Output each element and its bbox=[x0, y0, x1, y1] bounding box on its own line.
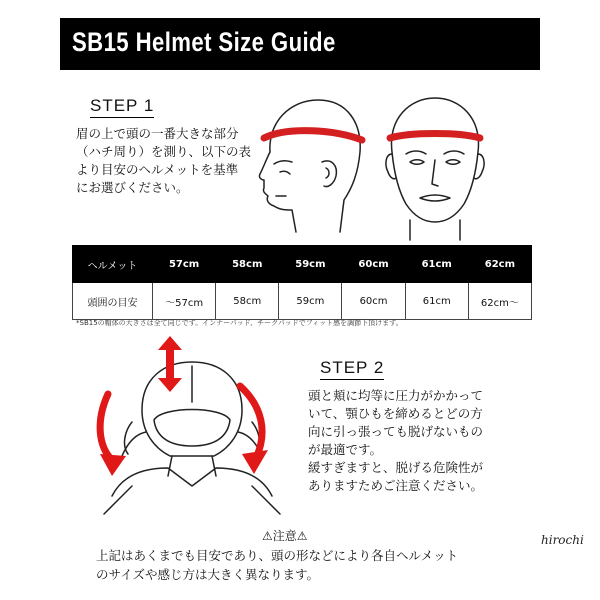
table-cell: 頭囲の目安 bbox=[73, 283, 153, 320]
table-row bbox=[73, 283, 532, 320]
table-header-cell: ヘルメット bbox=[73, 246, 153, 283]
left-arrow-head bbox=[100, 454, 126, 476]
table-header-cell: 62cm bbox=[468, 246, 531, 283]
step2-line: が最適です。 bbox=[308, 442, 383, 457]
caution-heading: ⚠注意⚠ bbox=[262, 529, 308, 543]
head-side-illustration bbox=[240, 92, 370, 242]
helmet-fitting-illustration bbox=[92, 336, 292, 516]
table-header-cell: 61cm bbox=[405, 246, 468, 283]
table-header-row bbox=[73, 246, 532, 283]
left-squeeze-arrow bbox=[100, 394, 112, 460]
caution-text bbox=[96, 546, 458, 584]
table-cell: 59cm bbox=[279, 283, 342, 320]
table-cell: 60cm bbox=[342, 283, 405, 320]
step1-instructions bbox=[76, 125, 251, 197]
watermark: hirochi bbox=[541, 533, 584, 547]
step1-line: 眉の上で頭の一番大きな部分 bbox=[76, 126, 239, 141]
table-header-cell: 59cm bbox=[279, 246, 342, 283]
table-header-cell: 57cm bbox=[153, 246, 216, 283]
right-arrow-head bbox=[242, 450, 268, 474]
step2-line: 緩すぎますと、脱げる危険性が bbox=[308, 460, 484, 475]
step2-line: 頭と頬に均等に圧力がかかって bbox=[308, 388, 484, 403]
measure-band-side bbox=[264, 131, 362, 140]
table-cell: 61cm bbox=[405, 283, 468, 320]
head-front-illustration bbox=[380, 92, 490, 242]
caution-line: のサイズや感じ方は大きく異なります。 bbox=[96, 567, 320, 582]
title-banner bbox=[60, 18, 540, 70]
page-title: SB15 Helmet Size Guide bbox=[72, 27, 336, 57]
step2-line: ありますためご注意ください。 bbox=[308, 478, 484, 493]
step2-line: いて、顎ひもを締めるとどの方 bbox=[308, 406, 483, 421]
step1-line: にお選びください。 bbox=[76, 180, 189, 195]
step1-title: STEP 1 bbox=[90, 96, 154, 118]
table-header-cell: 58cm bbox=[216, 246, 279, 283]
step2-title: STEP 2 bbox=[320, 358, 384, 380]
measure-band-front bbox=[390, 134, 480, 139]
table-header-cell: 60cm bbox=[342, 246, 405, 283]
table-cell: 58cm bbox=[216, 283, 279, 320]
table-footnote: *SB15の帽体の大きさは全て同じです。インナーパッド、チークパッドでフィット感を調節下頂けます。 bbox=[76, 319, 403, 327]
step2-instructions bbox=[308, 387, 483, 495]
step1-line: （ハチ周り）を測り、以下の表 bbox=[76, 144, 252, 159]
step2-line: 向に引っ張っても脱げないもの bbox=[308, 424, 484, 439]
step1-line: より目安のヘルメットを基準 bbox=[76, 162, 239, 177]
table-cell: ～57cm bbox=[153, 283, 216, 320]
right-squeeze-arrow bbox=[240, 386, 262, 458]
caution-line: 上記はあくまでも目安であり、頭の形などにより各自ヘルメット bbox=[96, 548, 459, 563]
size-table bbox=[72, 245, 532, 320]
table-cell: 62cm～ bbox=[468, 283, 531, 320]
